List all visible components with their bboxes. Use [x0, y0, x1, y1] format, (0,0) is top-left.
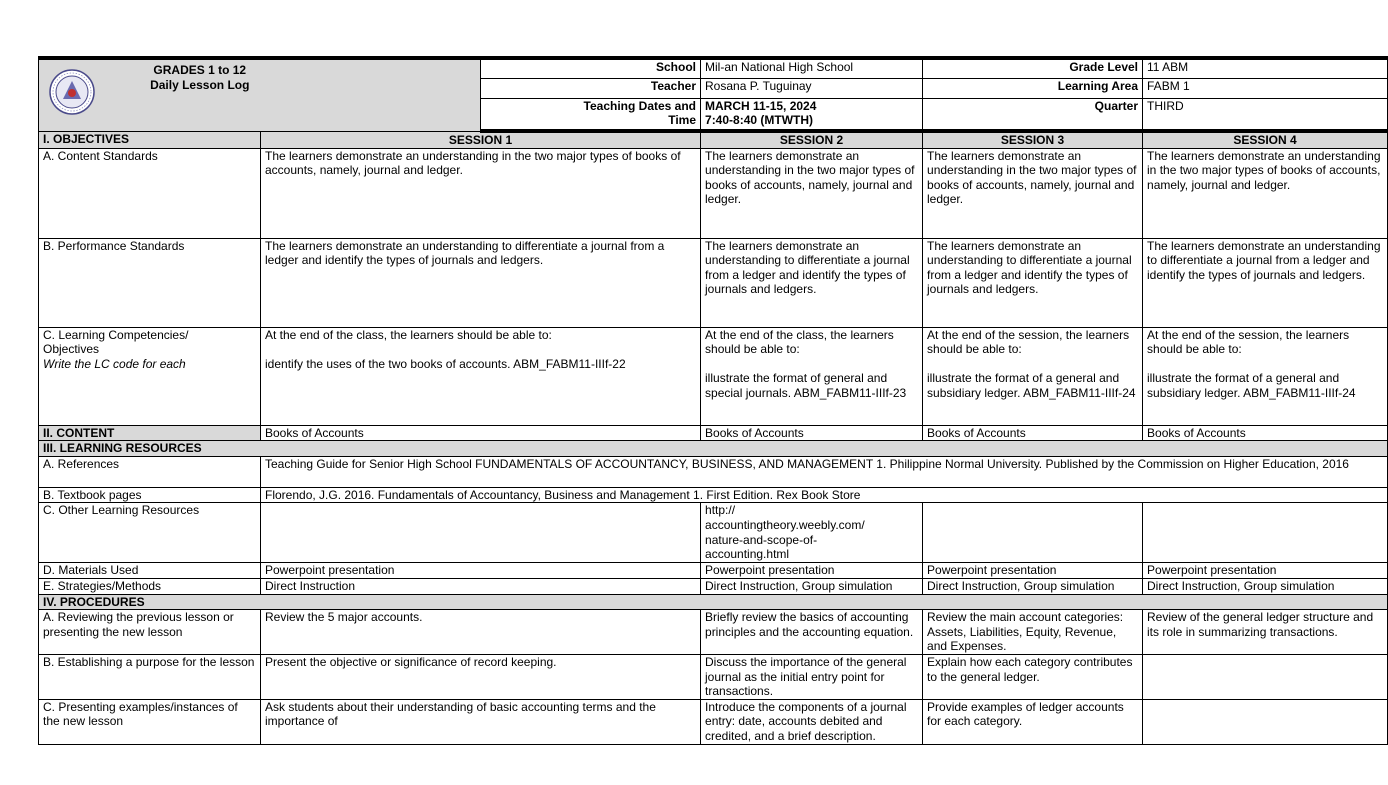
competencies-s4: At the end of the session, the learners should be able to: illustrate the format of a general and subsidiary ledger. ABM_FABM11-IIIf-24: [1143, 327, 1388, 425]
performance-standards-label: B. Performance Standards: [39, 238, 261, 327]
textbook-value: Florendo, J.G. 2016. Fundamentals of Accountancy, Business and Management 1. First Edition. Rex Book Store: [261, 487, 1388, 503]
content-standards-s1: The learners demonstrate an understanding in the two major types of books of accounts, namely, journal and ledger.: [261, 148, 701, 238]
performance-standards-s3: The learners demonstrate an understanding to differentiate a journal from a ledger and identify the types of journals and ledgers.: [923, 238, 1143, 327]
performance-standards-s1: The learners demonstrate an understanding to differentiate a journal from a ledger and identify the types of journals and ledgers.: [261, 238, 701, 327]
strategies-s1: Direct Instruction: [261, 578, 701, 594]
content-standards-label: A. Content Standards: [39, 148, 261, 238]
session-1-heading: SESSION 1: [261, 131, 701, 148]
teaching-dates-label: Teaching Dates and Time: [481, 98, 701, 131]
purpose-s2: Discuss the importance of the general journal as the initial entry point for transactions.: [701, 654, 923, 699]
quarter-label: Quarter: [923, 98, 1143, 131]
other-resources-s4: [1143, 503, 1388, 563]
other-resources-s2-link[interactable]: http:// accountingtheory.weebly.com/ nature-and-scope-of- accounting.html: [701, 503, 923, 563]
competencies-note: Write the LC code for each: [43, 356, 186, 371]
materials-s2: Powerpoint presentation: [701, 563, 923, 579]
session-2-heading: SESSION 2: [701, 131, 923, 148]
learning-area-value: FABM 1: [1143, 78, 1388, 98]
examples-s2: Introduce the components of a journal entry: date, accounts debited and credited, and a brief description.: [701, 699, 923, 744]
lesson-log-table: [38, 56, 1388, 745]
materials-s4: Powerpoint presentation: [1143, 563, 1388, 579]
examples-s3: Provide examples of ledger accounts for each category.: [923, 699, 1143, 744]
grade-level-label: Grade Level: [923, 58, 1143, 78]
review-s2: Briefly review the basics of accounting principles and the accounting equation.: [701, 610, 923, 655]
purpose-label: B. Establishing a purpose for the lesson: [39, 654, 261, 699]
purpose-s1: Present the objective or significance of record keeping.: [261, 654, 701, 699]
quarter-value: THIRD: [1143, 98, 1388, 131]
materials-s1: Powerpoint presentation: [261, 563, 701, 579]
procedures-heading: IV. PROCEDURES: [39, 594, 1388, 610]
learning-resources-heading: III. LEARNING RESOURCES: [39, 441, 1388, 457]
competencies-s2: At the end of the class, the learners should be able to: illustrate the format of general and special journals. ABM_FABM11-IIIf-23: [701, 327, 923, 425]
content-standards-s4: The learners demonstrate an understanding in the two major types of books of accounts, namely, journal and ledger.: [1143, 148, 1388, 238]
competencies-label: C. Learning Competencies/ Objectives: [43, 327, 189, 357]
header-title-block: [39, 58, 321, 131]
other-resources-s1: [261, 503, 701, 563]
references-label: A. References: [39, 456, 261, 487]
strategies-s2: Direct Instruction, Group simulation: [701, 578, 923, 594]
strategies-s4: Direct Instruction, Group simulation: [1143, 578, 1388, 594]
competencies-s3: At the end of the session, the learners should be able to: illustrate the format of a general and subsidiary ledger. ABM_FABM11-IIIf-24: [923, 327, 1143, 425]
review-s4: Review of the general ledger structure and its role in summarizing transactions.: [1143, 610, 1388, 655]
header-title-line1: GRADES 1 to 12: [153, 63, 247, 77]
review-s3: Review the main account categories: Assets, Liabilities, Equity, Revenue, and Expenses.: [923, 610, 1143, 655]
teacher-label: Teacher: [481, 78, 701, 98]
performance-standards-s2: The learners demonstrate an understanding to differentiate a journal from a ledger and identify the types of journals and ledgers.: [701, 238, 923, 327]
competencies-label-cell: [39, 327, 261, 425]
daily-lesson-log: [38, 56, 1381, 745]
content-s2: Books of Accounts: [701, 425, 923, 441]
content-s3: Books of Accounts: [923, 425, 1143, 441]
materials-s3: Powerpoint presentation: [923, 563, 1143, 579]
other-resources-label: C. Other Learning Resources: [39, 503, 261, 563]
review-s1: Review the 5 major accounts.: [261, 610, 701, 655]
content-standards-s3: The learners demonstrate an understanding in the two major types of books of accounts, namely, journal and ledger.: [923, 148, 1143, 238]
strategies-s3: Direct Instruction, Group simulation: [923, 578, 1143, 594]
session-4-heading: SESSION 4: [1143, 131, 1388, 148]
objectives-heading: I. OBJECTIVES: [39, 131, 261, 148]
content-s4: Books of Accounts: [1143, 425, 1388, 441]
references-value: Teaching Guide for Senior High School FUNDAMENTALS OF ACCOUNTANCY, BUSINESS, AND MANAGEMENT 1. Philippine Normal University. Published by the Commission on Higher Education, 2016: [261, 456, 1388, 487]
examples-label: C. Presenting examples/instances of the new lesson: [39, 699, 261, 744]
school-label: School: [481, 58, 701, 78]
competencies-s1: At the end of the class, the learners should be able to: identify the uses of the two books of accounts. ABM_FABM11-IIIf-22: [261, 327, 701, 425]
materials-label: D. Materials Used: [39, 563, 261, 579]
examples-s1: Ask students about their understanding of basic accounting terms and the importance of: [261, 699, 701, 744]
performance-standards-s4: The learners demonstrate an understanding to differentiate a journal from a ledger and identify the types of journals and ledgers.: [1143, 238, 1388, 327]
content-heading: II. CONTENT: [39, 425, 261, 441]
school-value: Mil-an National High School: [701, 58, 923, 78]
strategies-label: E. Strategies/Methods: [39, 578, 261, 594]
grade-level-value: 11 ABM: [1143, 58, 1388, 78]
teacher-value: Rosana P. Tuguinay: [701, 78, 923, 98]
textbook-label: B. Textbook pages: [39, 487, 261, 503]
deped-seal-icon: [49, 69, 95, 115]
content-s1: Books of Accounts: [261, 425, 701, 441]
learning-area-label: Learning Area: [923, 78, 1143, 98]
teaching-dates-value: MARCH 11-15, 2024 7:40-8:40 (MTWTH): [701, 98, 923, 131]
header-title-line2: Daily Lesson Log: [150, 77, 250, 92]
purpose-s4: [1143, 654, 1388, 699]
examples-s4: [1143, 699, 1388, 744]
review-label: A. Reviewing the previous lesson or presenting the new lesson: [39, 610, 261, 655]
session-3-heading: SESSION 3: [923, 131, 1143, 148]
content-standards-s2: The learners demonstrate an understanding in the two major types of books of accounts, namely, journal and ledger.: [701, 148, 923, 238]
other-resources-s3: [923, 503, 1143, 563]
purpose-s3: Explain how each category contributes to the general ledger.: [923, 654, 1143, 699]
